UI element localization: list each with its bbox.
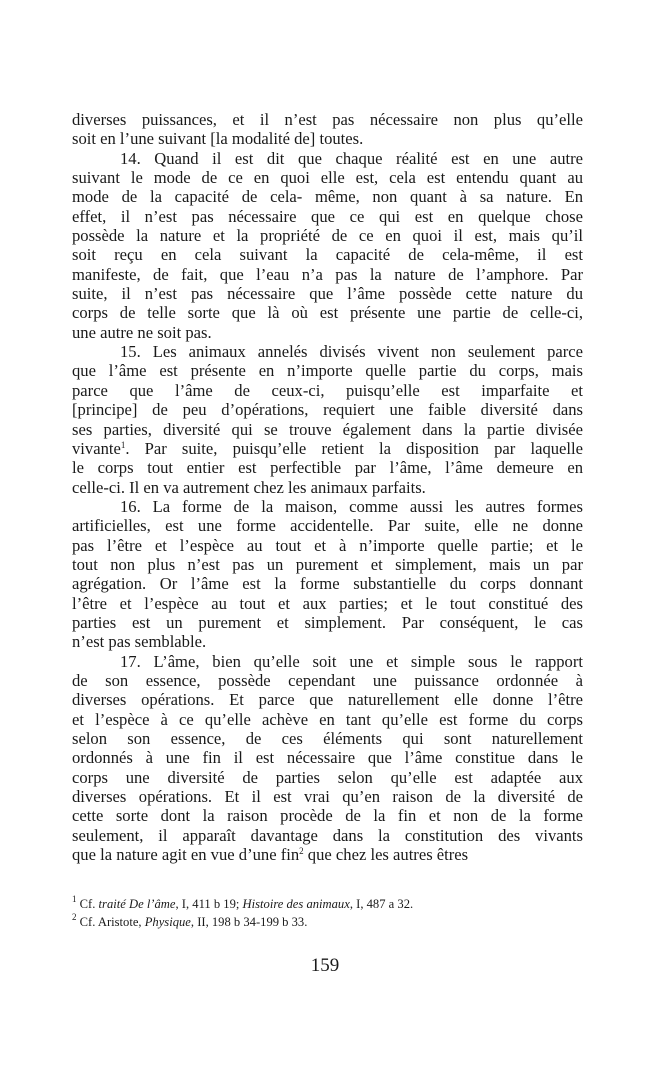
italic-text: Histoire des animaux: [242, 897, 350, 911]
text-line: [72, 690, 583, 709]
text-segment: corps de telle sorte que là où est présente une partie de celle-ci,: [72, 303, 583, 323]
footnote-reference: 2: [299, 846, 304, 857]
text-line: [72, 574, 583, 593]
text-line: [72, 497, 583, 516]
text-segment: [principe] de peu d’opérations, requiert une faible diversité dans: [72, 400, 583, 420]
page-number: 159: [310, 955, 340, 976]
footnote-2: [72, 913, 583, 931]
text-segment: pas l’être et l’espèce au tout et à n’importe quelle partie; et le: [72, 535, 583, 555]
footnote-reference: 2: [72, 912, 77, 922]
body-text: [72, 110, 583, 864]
italic-text: traité De l’âme: [98, 897, 176, 911]
text-segment: suite, il n’est pas nécessaire que l’âme possède cette nature du: [72, 284, 583, 304]
text-segment: celle-ci. Il en va autrement chez les animaux parfaits.: [72, 477, 426, 497]
text-segment: Cf. Aristote,: [76, 915, 145, 929]
footnote-1: [72, 895, 583, 913]
text-segment: , I, 487 a 32.: [349, 897, 414, 911]
text-segment: le corps tout entier est perfectible par l’âme, l’âme demeure en: [72, 458, 583, 478]
text-segment: , II, 198 b 34-199 b 33.: [190, 915, 308, 929]
text-line: [72, 652, 583, 671]
text-segment: 14. Quand il est dit que chaque réalité est en une autre: [120, 148, 583, 168]
text-line: [72, 400, 583, 419]
text-segment: suivant le mode de ce en quoi elle est, cela est entendu quant au: [72, 168, 583, 188]
text-line: [72, 439, 583, 458]
text-line: [72, 787, 583, 806]
text-segment: et l’espèce à ce qu’elle achève en tant qu’elle est forme du corps: [72, 709, 583, 729]
text-segment: l’être et l’espèce au tout et aux parties; et le tout constitué des: [72, 593, 583, 613]
text-line: [72, 458, 583, 477]
text-segment: une autre ne soit pas.: [72, 322, 212, 342]
text-line: [72, 826, 583, 845]
text-segment: manifeste, de fait, que l’eau n’a pas la nature de l’amphore. Par: [72, 264, 583, 284]
text-segment: agrégation. Or l’âme est la forme substantielle du corps donnant: [72, 574, 583, 594]
text-segment: cette sorte dont la raison procède de la fin et non de la forme: [72, 806, 583, 826]
text-line: [72, 361, 583, 380]
text-segment: que l’âme est présente en n’importe quelle partie du corps, mais: [72, 361, 583, 381]
text-line: [72, 845, 583, 864]
text-segment: diverses puissances, et il n’est pas nécessaire non plus qu’elle: [72, 110, 583, 129]
text-line: [72, 207, 583, 226]
text-segment: n’est pas semblable.: [72, 632, 207, 652]
text-line: [72, 168, 583, 187]
text-line: [72, 323, 583, 342]
text-segment: effet, il n’est pas nécessaire que ce qui est en quelque chose: [72, 206, 583, 226]
text-line: [72, 632, 583, 651]
text-segment: que chez les autres êtres: [303, 845, 469, 865]
text-line: [72, 555, 583, 574]
text-segment: . Par suite, puisqu’elle retient la disposition par laquelle: [125, 438, 583, 458]
text-segment: de son essence, possède cependant une puissance ordonnée à: [72, 670, 583, 690]
text-segment: mode de la capacité de cela- même, non quant à sa nature. En: [72, 187, 583, 207]
text-line: [72, 245, 583, 264]
text-segment: diverses opérations. Et parce que naturellement elle donne l’être: [72, 690, 583, 710]
text-segment: diverses opérations. Et il est vrai qu’en raison de la diversité de: [72, 787, 583, 807]
italic-text: Physique: [144, 915, 191, 929]
paragraph-16: [72, 497, 583, 652]
text-segment: possède la nature et la propriété de ce en quoi il est, mais qu’il: [72, 226, 583, 246]
text-segment: Cf.: [76, 897, 99, 911]
footnotes: [72, 895, 583, 931]
paragraph-17: [72, 652, 583, 865]
text-line: [72, 710, 583, 729]
footnote-reference: 1: [72, 894, 77, 904]
text-segment: ordonnés à une fin il est nécessaire que l’âme constitue dans le: [72, 748, 583, 768]
text-line: [72, 129, 583, 148]
text-line: [72, 478, 583, 497]
text-segment: 15. Les animaux annelés divisés vivent non seulement parce: [120, 342, 583, 362]
text-segment: soit reçu en cela suivant la capacité de cela-même, il est: [72, 245, 583, 265]
text-segment: 16. La forme de la maison, comme aussi les autres formes: [120, 496, 583, 516]
text-segment: vivante: [72, 438, 121, 458]
text-segment: soit en l’une suivant [la modalité de] toutes.: [72, 129, 364, 149]
text-line: [72, 381, 583, 400]
text-line: [72, 420, 583, 439]
text-segment: seulement, il apparaît davantage dans la constitution des vivants: [72, 825, 583, 845]
text-segment: que la nature agit en vue d’une fin: [72, 845, 300, 865]
text-line: [72, 265, 583, 284]
paragraph-continuation: [72, 110, 583, 149]
text-segment: artificielles, est une forme accidentelle. Par suite, elle ne donne: [72, 516, 583, 536]
text-segment: tout non plus n’est pas un purement et simplement, mais un par: [72, 554, 583, 574]
text-line: [72, 768, 583, 787]
text-line: [72, 729, 583, 748]
text-segment: selon son essence, de ces éléments qui sont naturellement: [72, 729, 583, 748]
text-line: [72, 613, 583, 632]
text-segment: parties est un purement et simplement. Par conséquent, le cas: [72, 612, 583, 632]
text-line: [72, 226, 583, 245]
footnote-reference: 1: [120, 439, 126, 450]
text-line: [72, 303, 583, 322]
text-line: [72, 110, 583, 129]
text-line: [72, 342, 583, 361]
text-segment: parce que l’âme de ceux-ci, puisqu’elle est imparfaite et: [72, 380, 583, 400]
text-line: [72, 748, 583, 767]
text-line: [72, 284, 583, 303]
text-segment: , I, 411 b 19;: [175, 897, 243, 911]
text-line: [72, 594, 583, 613]
text-line: [72, 516, 583, 535]
text-line: [72, 187, 583, 206]
text-line: [72, 671, 583, 690]
text-line: [72, 536, 583, 555]
text-line: [72, 806, 583, 825]
text-segment: ses parties, diversité qui se trouve également dans la partie divisée: [72, 419, 583, 439]
text-segment: corps une diversité de parties selon qu’elle est adaptée aux: [72, 767, 583, 787]
text-segment: 17. L’âme, bien qu’elle soit une et simple sous le rapport: [120, 651, 583, 671]
paragraph-14: [72, 149, 583, 342]
text-line: [72, 149, 583, 168]
paragraph-15: [72, 342, 583, 497]
